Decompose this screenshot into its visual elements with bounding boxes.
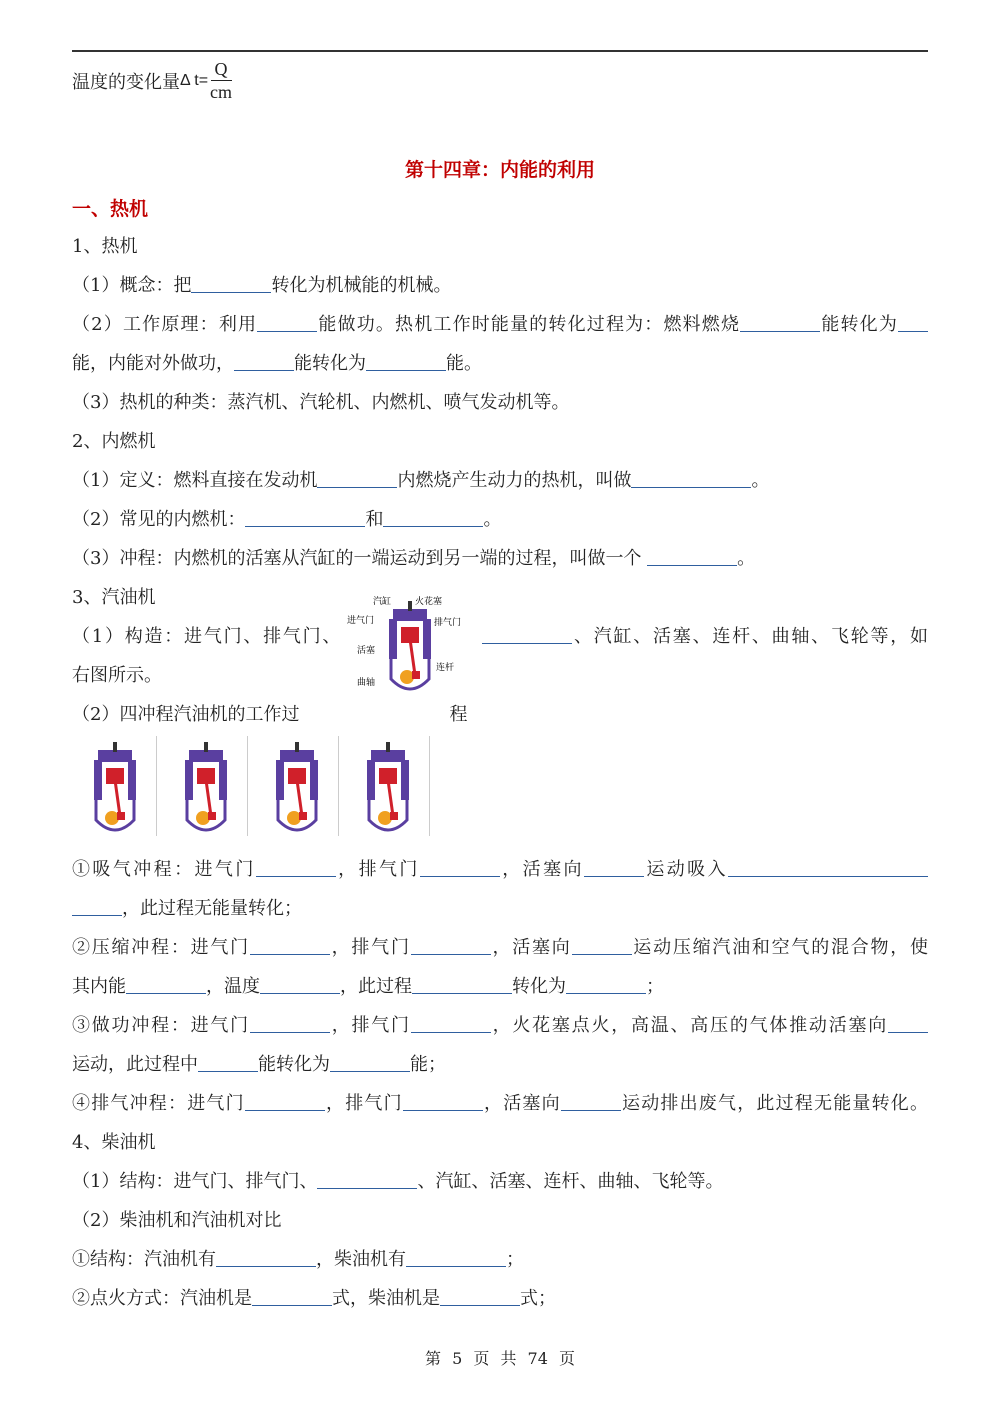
document-line xyxy=(72,1045,928,1084)
header-rule xyxy=(72,50,928,52)
line-text: （1）定义：燃料直接在发动机 xyxy=(72,470,318,491)
document-line xyxy=(72,422,928,461)
fill-in-blank[interactable] xyxy=(126,971,206,994)
line-text: 能转化为 xyxy=(820,314,899,335)
fill-in-blank[interactable] xyxy=(631,465,751,488)
document-body xyxy=(72,227,928,1318)
document-line xyxy=(72,928,928,967)
fill-in-blank[interactable] xyxy=(72,893,122,916)
line-text: 内燃烧产生动力的热机，叫做 xyxy=(397,470,632,491)
document-line xyxy=(72,1123,928,1162)
line-text: ②点火方式：汽油机是 xyxy=(72,1288,252,1309)
line-text: ，排气门 xyxy=(329,1015,411,1036)
line-text: ④排气冲程：进气门 xyxy=(72,1093,245,1114)
line-text: ，活塞向 xyxy=(490,937,572,958)
fill-in-blank[interactable] xyxy=(260,971,340,994)
fill-in-blank[interactable] xyxy=(584,854,644,877)
document-line xyxy=(72,1084,928,1123)
fill-in-blank[interactable] xyxy=(317,465,397,488)
fill-in-blank[interactable] xyxy=(647,543,737,566)
fill-in-blank[interactable] xyxy=(420,854,500,877)
label-crank: 曲轴 xyxy=(357,678,376,688)
label-cylinder: 汽缸 xyxy=(373,597,392,607)
line-text: ； xyxy=(646,976,664,997)
chapter-title: 第十四章：内能的利用 xyxy=(404,159,595,181)
document-line xyxy=(72,227,928,266)
fill-in-blank[interactable] xyxy=(191,270,271,293)
fill-in-blank[interactable] xyxy=(728,854,928,877)
line-text: ，活塞向 xyxy=(499,859,584,880)
fill-in-blank[interactable] xyxy=(898,309,928,332)
line-text: （2）常见的内燃机： xyxy=(72,509,246,530)
line-text: 其内能 xyxy=(72,976,126,997)
engine-diagram-icon xyxy=(267,736,327,836)
line-text: 程 xyxy=(449,704,468,725)
formula-delta: Δ t= xyxy=(180,71,209,89)
line-text: 右图所示。 xyxy=(72,665,162,686)
line-text: 。 xyxy=(737,548,756,569)
fill-in-blank[interactable] xyxy=(252,1283,332,1306)
page-footer: 第 5 页 共 74 页 xyxy=(425,1349,575,1368)
document-line xyxy=(72,967,928,1006)
fill-in-blank[interactable] xyxy=(403,1088,483,1111)
line-text: （3）冲程：内燃机的活塞从汽缸的一端运动到另一端的过程，叫做一个 xyxy=(72,548,648,569)
fill-in-blank[interactable] xyxy=(440,1283,520,1306)
line-text: ； xyxy=(506,1249,524,1270)
line-text: （3）热机的种类：蒸汽机、汽轮机、内燃机、喷气发动机等。 xyxy=(72,392,570,413)
line-text: 转化为 xyxy=(512,976,566,997)
line-text: 运动吸入 xyxy=(643,859,729,880)
temperature-change-formula xyxy=(72,58,232,103)
line-text: 运动，此过程中 xyxy=(72,1054,198,1075)
document-line xyxy=(72,850,928,889)
line-text: 运动压缩汽油和空气的混合物，使 xyxy=(631,937,929,958)
label-exhaust: 排气门 xyxy=(434,618,462,628)
line-text: 、汽缸、活塞、连杆、曲轴、飞轮等，如 xyxy=(572,626,929,647)
line-text: 1、热机 xyxy=(72,236,138,257)
line-text: ①吸气冲程：进气门 xyxy=(72,859,256,880)
line-text: 能做功。热机工作时能量的转化过程为：燃料燃烧 xyxy=(317,314,741,335)
line-text: （1）结构：进气门、排气门、 xyxy=(72,1171,318,1192)
fill-in-blank[interactable] xyxy=(234,348,294,371)
document-line xyxy=(72,383,928,422)
document-line xyxy=(72,889,928,928)
document-line xyxy=(72,539,928,578)
line-text: 能转化为 xyxy=(258,1054,330,1075)
line-text: ，火花塞点火，高温、高压的气体推动活塞向 xyxy=(490,1015,889,1036)
document-line xyxy=(72,1006,928,1045)
line-text: 。 xyxy=(751,470,770,491)
four-stroke-diagrams xyxy=(72,734,928,850)
fill-in-blank[interactable] xyxy=(216,1244,316,1267)
line-text: 能，内能对外做功， xyxy=(72,353,234,374)
fill-in-blank[interactable] xyxy=(740,309,820,332)
fill-in-blank[interactable] xyxy=(411,1010,491,1033)
line-text: 和 xyxy=(365,509,384,530)
line-text: 式； xyxy=(520,1288,556,1309)
line-text: 式，柴油机是 xyxy=(332,1288,440,1309)
engine-diagram-icon xyxy=(176,736,236,836)
engine-diagram-icon xyxy=(358,736,418,836)
document-line xyxy=(72,578,928,617)
fill-in-blank[interactable] xyxy=(250,1010,330,1033)
document-line xyxy=(72,344,928,383)
line-text: ②压缩冲程：进气门 xyxy=(72,937,250,958)
fill-in-blank[interactable] xyxy=(561,1088,621,1111)
line-text: （1）概念：把 xyxy=(72,275,192,296)
fill-in-blank[interactable] xyxy=(482,621,572,644)
line-text: 4、柴油机 xyxy=(72,1132,156,1153)
document-line xyxy=(72,461,928,500)
fill-in-blank[interactable] xyxy=(366,348,446,371)
line-text: 3、汽油机 xyxy=(72,587,156,608)
fill-in-blank[interactable] xyxy=(256,854,336,877)
engine-diagram-icon xyxy=(85,736,145,836)
fill-in-blank[interactable] xyxy=(412,971,512,994)
fill-in-blank[interactable] xyxy=(245,1088,325,1111)
fill-in-blank[interactable] xyxy=(411,932,491,955)
fill-in-blank[interactable] xyxy=(317,1166,417,1189)
document-line xyxy=(72,695,928,734)
line-text: ③做功冲程：进气门 xyxy=(72,1015,250,1036)
fill-in-blank[interactable] xyxy=(406,1244,506,1267)
line-text: ，排气门 xyxy=(335,859,420,880)
document-line xyxy=(72,656,928,695)
line-text: 能； xyxy=(410,1054,446,1075)
fill-in-blank[interactable] xyxy=(245,504,365,527)
formula-numerator: Q xyxy=(211,58,232,81)
section-title: 一、热机 xyxy=(72,198,149,220)
line-text: （2）柴油机和汽油机对比 xyxy=(72,1210,282,1231)
document-line xyxy=(72,266,928,305)
line-text: 。 xyxy=(483,509,502,530)
document-line xyxy=(72,1201,928,1240)
line-text: ，此过程无能量转化； xyxy=(122,898,302,919)
line-text: （1）构造：进气门、排气门、 xyxy=(72,626,343,647)
line-text: 能。 xyxy=(446,353,482,374)
line-text: （2）工作原理：利用 xyxy=(72,314,258,335)
line-text: ，排气门 xyxy=(329,937,411,958)
line-text: ①结构：汽油机有 xyxy=(72,1249,216,1270)
fill-in-blank[interactable] xyxy=(572,932,632,955)
document-line xyxy=(72,1162,928,1201)
label-spark-plug: 火花塞 xyxy=(415,597,443,607)
fill-in-blank[interactable] xyxy=(257,309,317,332)
formula-fraction xyxy=(210,58,232,103)
fill-in-blank[interactable] xyxy=(198,1049,258,1072)
formula-label: 温度的变化量 xyxy=(72,71,180,93)
label-intake: 进气门 xyxy=(347,616,375,626)
line-text: ，此过程 xyxy=(340,976,412,997)
document-line xyxy=(72,1279,928,1318)
line-text: 转化为机械能的机械。 xyxy=(271,275,452,296)
fill-in-blank[interactable] xyxy=(330,1049,410,1072)
line-text: ，柴油机有 xyxy=(316,1249,406,1270)
fill-in-blank[interactable] xyxy=(250,932,330,955)
document-line xyxy=(72,500,928,539)
line-text: 能转化为 xyxy=(294,353,366,374)
line-text: （2）四冲程汽油机的工作过 xyxy=(72,704,300,725)
line-text: 2、内燃机 xyxy=(72,431,156,452)
line-text: ，活塞向 xyxy=(482,1093,561,1114)
fill-in-blank[interactable] xyxy=(566,971,646,994)
line-text: 运动排出废气，此过程无能量转化。 xyxy=(620,1093,929,1114)
fill-in-blank[interactable] xyxy=(383,504,483,527)
line-text: ，温度 xyxy=(206,976,260,997)
label-rod: 连杆 xyxy=(436,663,455,673)
line-text: ，排气门 xyxy=(324,1093,403,1114)
document-line xyxy=(72,305,928,344)
fill-in-blank[interactable] xyxy=(888,1010,928,1033)
document-line xyxy=(72,1240,928,1279)
formula-denominator: cm xyxy=(210,82,233,102)
label-piston: 活塞 xyxy=(357,646,376,656)
line-text: 、汽缸、活塞、连杆、曲轴、飞轮等。 xyxy=(417,1171,724,1192)
